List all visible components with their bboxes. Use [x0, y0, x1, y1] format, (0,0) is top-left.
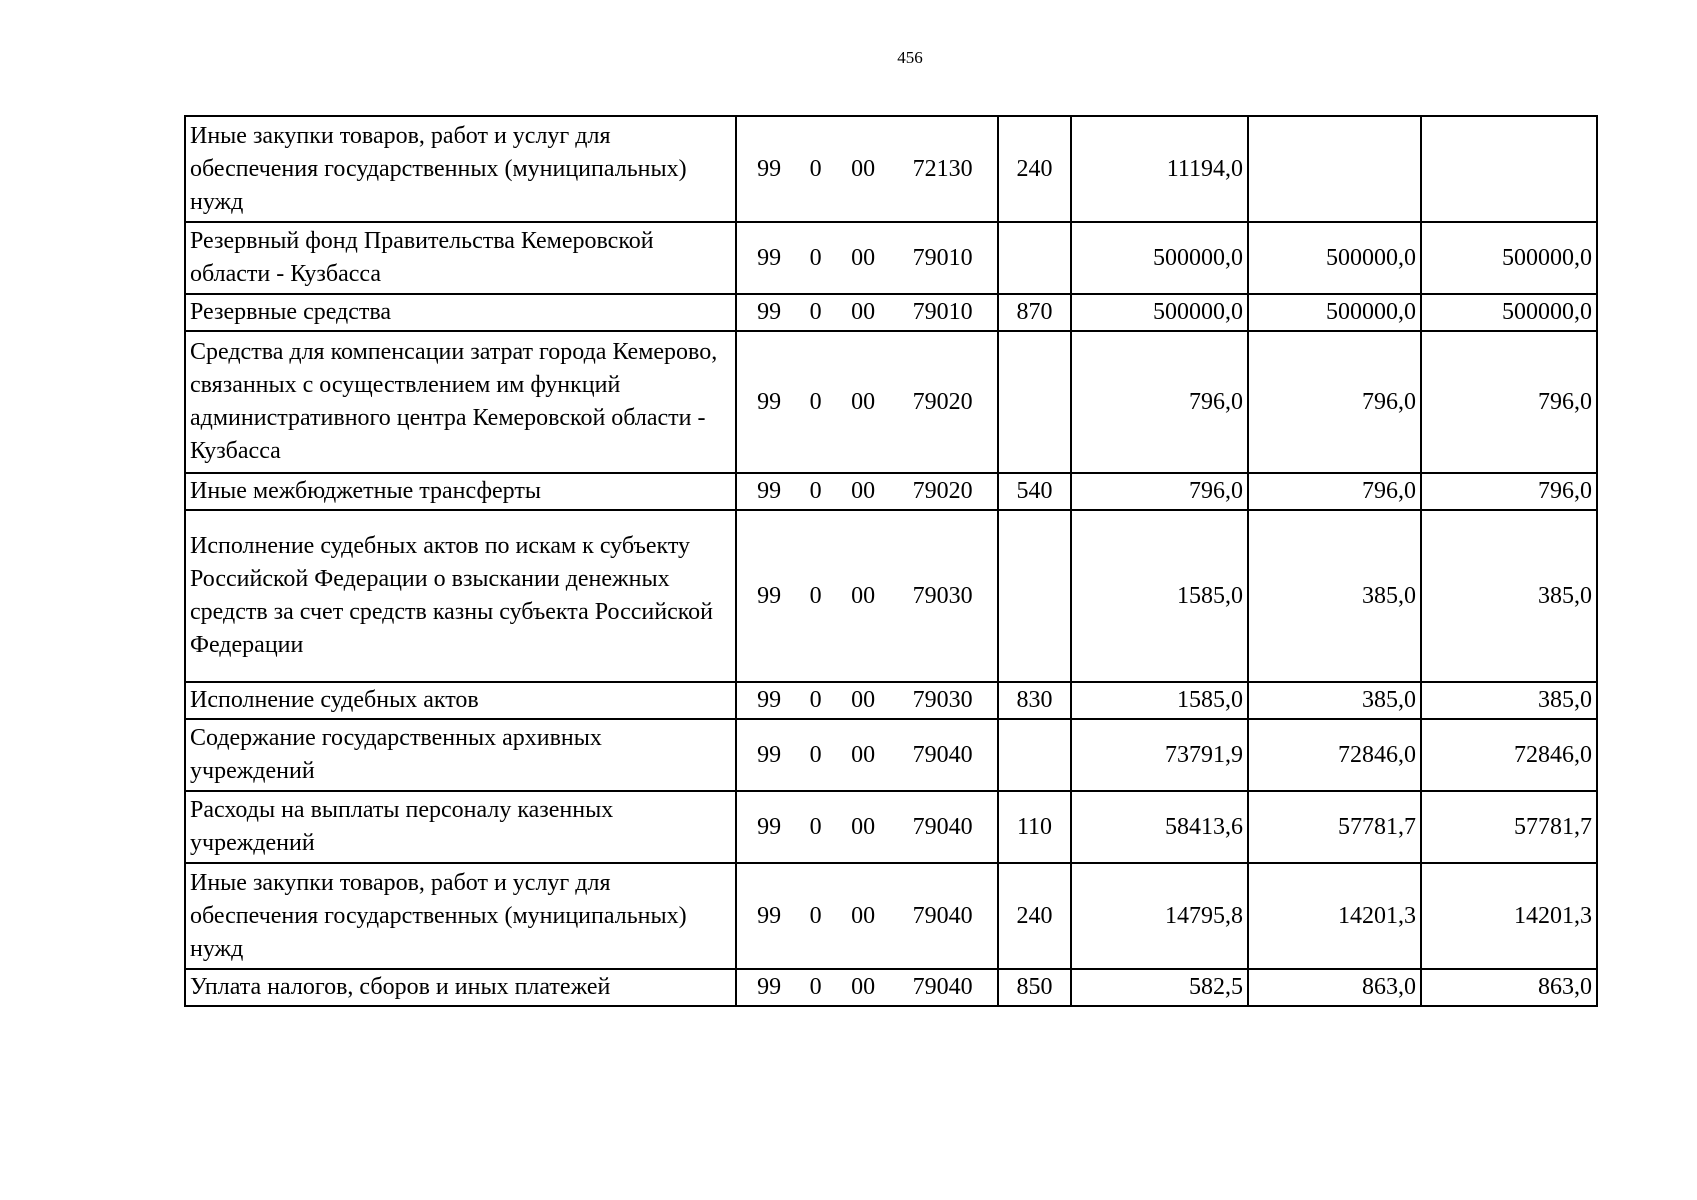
amount-year-1: 796,0	[1071, 331, 1248, 473]
program-code: 99	[757, 388, 782, 415]
amount-year-3: 796,0	[1421, 473, 1597, 510]
table-row	[185, 719, 1597, 791]
direction-code: 79040	[912, 902, 973, 929]
row-description: Резервные средства	[185, 294, 736, 331]
table-row	[185, 969, 1597, 1006]
amount-year-3: 14201,3	[1421, 863, 1597, 969]
expense-type-code: 110	[998, 791, 1071, 863]
direction-code: 72130	[912, 155, 973, 182]
target-article-code	[736, 331, 998, 473]
subprogram-code: 0	[809, 741, 822, 768]
amount-year-3	[1421, 116, 1597, 222]
target-article-code	[736, 294, 998, 331]
subprogram-code: 0	[809, 388, 822, 415]
amount-year-1: 1585,0	[1071, 682, 1248, 719]
program-code: 99	[757, 244, 782, 271]
subprogram-code: 0	[809, 974, 822, 1000]
main-event-code: 00	[851, 388, 876, 415]
main-event-code: 00	[851, 687, 876, 713]
amount-year-1: 14795,8	[1071, 863, 1248, 969]
expense-type-code: 540	[998, 473, 1071, 510]
table-row	[185, 682, 1597, 719]
amount-year-1: 1585,0	[1071, 510, 1248, 682]
amount-year-2: 57781,7	[1248, 791, 1421, 863]
amount-year-2: 863,0	[1248, 969, 1421, 1006]
table-row	[185, 331, 1597, 473]
main-event-code: 00	[851, 974, 876, 1000]
direction-code: 79040	[912, 741, 973, 768]
row-description: Уплата налогов, сборов и иных платежей	[185, 969, 736, 1006]
amount-year-3: 385,0	[1421, 682, 1597, 719]
subprogram-code: 0	[809, 687, 822, 713]
direction-code: 79040	[912, 813, 973, 840]
expense-type-code: 240	[998, 116, 1071, 222]
program-code: 99	[757, 582, 782, 609]
amount-year-2	[1248, 116, 1421, 222]
program-code: 99	[757, 478, 782, 504]
target-article-code	[736, 719, 998, 791]
row-description: Исполнение судебных актов по искам к субъекту Российской Федерации о взыскании денежных средств за счет средств казны субъекта Российской Федерации	[185, 510, 736, 682]
target-article-code	[736, 969, 998, 1006]
amount-year-1: 11194,0	[1071, 116, 1248, 222]
main-event-code: 00	[851, 813, 876, 840]
row-description: Иные закупки товаров, работ и услуг для обеспечения государственных (муниципальных) нужд	[185, 863, 736, 969]
amount-year-1: 73791,9	[1071, 719, 1248, 791]
target-article-code	[736, 863, 998, 969]
expense-type-code	[998, 331, 1071, 473]
expense-type-code	[998, 719, 1071, 791]
target-article-code	[736, 116, 998, 222]
program-code: 99	[757, 687, 782, 713]
amount-year-2: 14201,3	[1248, 863, 1421, 969]
expense-type-code: 870	[998, 294, 1071, 331]
table-row	[185, 791, 1597, 863]
amount-year-2: 72846,0	[1248, 719, 1421, 791]
row-description: Расходы на выплаты персоналу казенных учреждений	[185, 791, 736, 863]
direction-code: 79010	[912, 299, 973, 325]
row-description: Резервный фонд Правительства Кемеровской области - Кузбасса	[185, 222, 736, 294]
amount-year-3: 72846,0	[1421, 719, 1597, 791]
expense-type-code	[998, 222, 1071, 294]
amount-year-2: 500000,0	[1248, 222, 1421, 294]
table-row	[185, 294, 1597, 331]
amount-year-2: 500000,0	[1248, 294, 1421, 331]
amount-year-2: 385,0	[1248, 510, 1421, 682]
subprogram-code: 0	[809, 478, 822, 504]
main-event-code: 00	[851, 155, 876, 182]
target-article-code	[736, 791, 998, 863]
direction-code: 79030	[912, 687, 973, 713]
table-row	[185, 473, 1597, 510]
subprogram-code: 0	[809, 244, 822, 271]
amount-year-2: 385,0	[1248, 682, 1421, 719]
row-description: Иные межбюджетные трансферты	[185, 473, 736, 510]
amount-year-1: 582,5	[1071, 969, 1248, 1006]
target-article-code	[736, 222, 998, 294]
amount-year-3: 500000,0	[1421, 294, 1597, 331]
expense-type-code: 240	[998, 863, 1071, 969]
amount-year-2: 796,0	[1248, 331, 1421, 473]
program-code: 99	[757, 155, 782, 182]
direction-code: 79040	[912, 974, 973, 1000]
program-code: 99	[757, 902, 782, 929]
table-row	[185, 222, 1597, 294]
direction-code: 79020	[912, 388, 973, 415]
main-event-code: 00	[851, 478, 876, 504]
row-description: Исполнение судебных актов	[185, 682, 736, 719]
program-code: 99	[757, 813, 782, 840]
amount-year-3: 796,0	[1421, 331, 1597, 473]
program-code: 99	[757, 974, 782, 1000]
direction-code: 79010	[912, 244, 973, 271]
amount-year-3: 500000,0	[1421, 222, 1597, 294]
page-number: 456	[897, 48, 923, 67]
amount-year-1: 500000,0	[1071, 222, 1248, 294]
subprogram-code: 0	[809, 902, 822, 929]
row-description: Средства для компенсации затрат города Кемерово, связанных с осуществлением им функций административного центра Кемеровской области - Кузбасса	[185, 331, 736, 473]
expense-type-code	[998, 510, 1071, 682]
main-event-code: 00	[851, 902, 876, 929]
budget-table	[184, 115, 1598, 1007]
table-row	[185, 863, 1597, 969]
expense-type-code: 830	[998, 682, 1071, 719]
amount-year-1: 796,0	[1071, 473, 1248, 510]
subprogram-code: 0	[809, 299, 822, 325]
program-code: 99	[757, 299, 782, 325]
subprogram-code: 0	[809, 813, 822, 840]
target-article-code	[736, 510, 998, 682]
amount-year-2: 796,0	[1248, 473, 1421, 510]
row-description: Иные закупки товаров, работ и услуг для обеспечения государственных (муниципальных) нужд	[185, 116, 736, 222]
direction-code: 79020	[912, 478, 973, 504]
amount-year-3: 57781,7	[1421, 791, 1597, 863]
expense-type-code: 850	[998, 969, 1071, 1006]
program-code: 99	[757, 741, 782, 768]
subprogram-code: 0	[809, 155, 822, 182]
main-event-code: 00	[851, 299, 876, 325]
main-event-code: 00	[851, 582, 876, 609]
target-article-code	[736, 473, 998, 510]
target-article-code	[736, 682, 998, 719]
direction-code: 79030	[912, 582, 973, 609]
amount-year-1: 58413,6	[1071, 791, 1248, 863]
amount-year-3: 863,0	[1421, 969, 1597, 1006]
table-row	[185, 116, 1597, 222]
main-event-code: 00	[851, 244, 876, 271]
row-description: Содержание государственных архивных учреждений	[185, 719, 736, 791]
table-row	[185, 510, 1597, 682]
amount-year-3: 385,0	[1421, 510, 1597, 682]
subprogram-code: 0	[809, 582, 822, 609]
amount-year-1: 500000,0	[1071, 294, 1248, 331]
main-event-code: 00	[851, 741, 876, 768]
